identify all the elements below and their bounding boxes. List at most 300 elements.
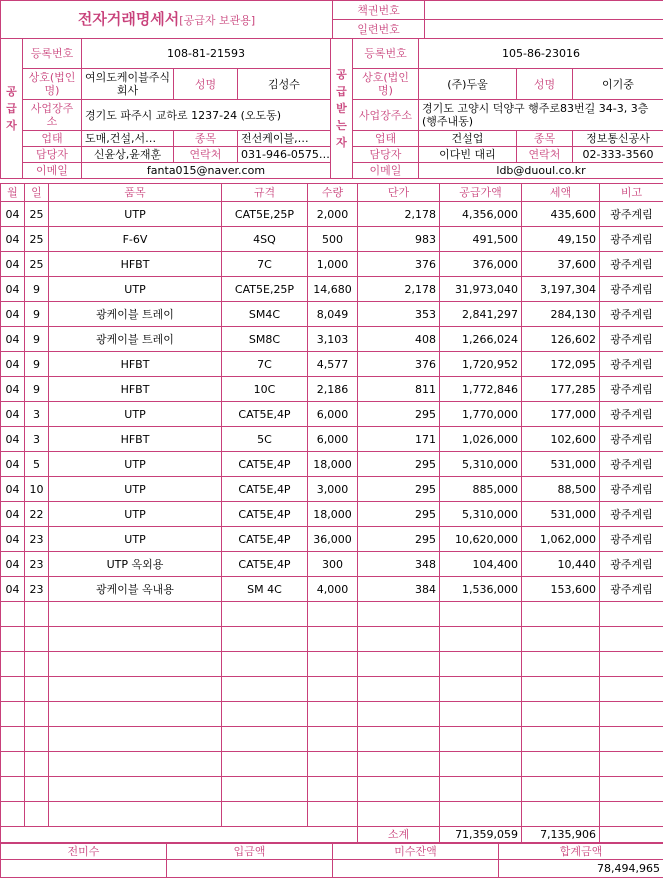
cell-unit-price: 384	[358, 577, 440, 602]
table-row	[1, 302, 663, 327]
buyer-reg-no-label: 등록번호	[353, 39, 419, 69]
balance-value	[333, 860, 499, 878]
cell-tax: 3,197,304	[522, 277, 600, 302]
supplier-email-label: 이메일	[23, 163, 82, 179]
cell-supply: 5,310,000	[440, 502, 522, 527]
col-qty: 수량	[308, 184, 358, 202]
empty-row	[1, 752, 663, 777]
empty-cell	[358, 802, 440, 827]
supplier-address-label: 사업장주소	[23, 100, 82, 131]
cell-day: 9	[25, 352, 49, 377]
cell-qty: 300	[308, 552, 358, 577]
empty-cell	[25, 677, 49, 702]
empty-cell	[1, 677, 25, 702]
cell-month: 04	[1, 302, 25, 327]
cell-tax: 177,000	[522, 402, 600, 427]
cell-qty: 36,000	[308, 527, 358, 552]
cell-item: HFBT	[49, 427, 222, 452]
cell-unit-price: 295	[358, 502, 440, 527]
cell-item: UTP	[49, 402, 222, 427]
cell-tax: 1,062,000	[522, 527, 600, 552]
cell-spec: SM 4C	[222, 577, 308, 602]
cell-day: 25	[25, 252, 49, 277]
empty-cell	[25, 752, 49, 777]
cell-day: 23	[25, 527, 49, 552]
cell-spec: 7C	[222, 252, 308, 277]
cell-spec: SM4C	[222, 302, 308, 327]
header-table	[0, 0, 663, 39]
col-day: 일	[25, 184, 49, 202]
cell-note: 광주계림	[600, 252, 663, 277]
empty-cell	[440, 677, 522, 702]
book-no-value	[425, 1, 663, 20]
table-row	[1, 502, 663, 527]
buyer-reg-no: 105-86-23016	[419, 39, 663, 69]
cell-spec: CAT5E,25P	[222, 277, 308, 302]
empty-cell	[25, 652, 49, 677]
cell-note: 광주계림	[600, 377, 663, 402]
cell-month: 04	[1, 202, 25, 227]
cell-tax: 177,285	[522, 377, 600, 402]
cell-month: 04	[1, 327, 25, 352]
cell-supply: 104,400	[440, 552, 522, 577]
cell-month: 04	[1, 502, 25, 527]
prev-balance-label: 전미수	[1, 844, 167, 860]
cell-item: 광케이블 옥내용	[49, 577, 222, 602]
table-row	[1, 452, 663, 477]
empty-cell	[440, 652, 522, 677]
buyer-side-label: 공 급 받 는 자	[331, 39, 353, 179]
cell-tax: 49,150	[522, 227, 600, 252]
empty-cell	[600, 627, 663, 652]
cell-unit-price: 295	[358, 527, 440, 552]
cell-tax: 153,600	[522, 577, 600, 602]
cell-unit-price: 811	[358, 377, 440, 402]
empty-cell	[308, 802, 358, 827]
empty-cell	[308, 752, 358, 777]
supplier-contact-label: 연락처	[174, 147, 238, 163]
items-table	[0, 183, 663, 827]
cell-month: 04	[1, 377, 25, 402]
cell-month: 04	[1, 527, 25, 552]
table-row	[1, 277, 663, 302]
cell-supply: 1,026,000	[440, 427, 522, 452]
total-label: 합계금액	[499, 844, 663, 860]
supplier-side-label: 공 급 자	[1, 39, 23, 179]
supplier-reg-no-label: 등록번호	[23, 39, 82, 69]
empty-cell	[222, 627, 308, 652]
cell-month: 04	[1, 427, 25, 452]
empty-cell	[222, 802, 308, 827]
cell-note: 광주계림	[600, 302, 663, 327]
cell-spec: 7C	[222, 352, 308, 377]
cell-item: HFBT	[49, 352, 222, 377]
cell-spec: 5C	[222, 427, 308, 452]
empty-cell	[25, 602, 49, 627]
cell-tax: 126,602	[522, 327, 600, 352]
cell-tax: 531,000	[522, 452, 600, 477]
subtotal-note	[600, 827, 663, 843]
cell-qty: 18,000	[308, 452, 358, 477]
cell-supply: 1,770,000	[440, 402, 522, 427]
cell-spec: CAT5E,4P	[222, 452, 308, 477]
empty-cell	[222, 702, 308, 727]
cell-qty: 500	[308, 227, 358, 252]
cell-item: F-6V	[49, 227, 222, 252]
empty-cell	[1, 627, 25, 652]
cell-qty: 4,000	[308, 577, 358, 602]
empty-cell	[49, 652, 222, 677]
document-title: 전자거래명세서[공급자 보관용]	[1, 1, 333, 39]
cell-item: UTP	[49, 452, 222, 477]
empty-cell	[1, 802, 25, 827]
empty-cell	[440, 702, 522, 727]
cell-day: 9	[25, 277, 49, 302]
supplier-email: fanta015@naver.com	[82, 163, 331, 179]
cell-qty: 14,680	[308, 277, 358, 302]
cell-qty: 3,103	[308, 327, 358, 352]
buyer-biz-type-label: 업태	[353, 131, 419, 147]
cell-month: 04	[1, 227, 25, 252]
buyer-biz-type: 건설업	[419, 131, 517, 147]
cell-qty: 6,000	[308, 427, 358, 452]
col-spec: 규격	[222, 184, 308, 202]
table-row	[1, 402, 663, 427]
empty-cell	[1, 727, 25, 752]
empty-cell	[222, 652, 308, 677]
empty-cell	[358, 602, 440, 627]
cell-note: 광주계림	[600, 527, 663, 552]
cell-spec: CAT5E,4P	[222, 477, 308, 502]
cell-qty: 3,000	[308, 477, 358, 502]
table-row	[1, 227, 663, 252]
cell-supply: 1,536,000	[440, 577, 522, 602]
cell-note: 광주계림	[600, 352, 663, 377]
cell-item: UTP	[49, 527, 222, 552]
cell-item: UTP 옥외용	[49, 552, 222, 577]
cell-tax: 172,095	[522, 352, 600, 377]
empty-cell	[600, 677, 663, 702]
empty-cell	[222, 677, 308, 702]
cell-note: 광주계림	[600, 277, 663, 302]
col-month: 월	[1, 184, 25, 202]
cell-supply: 885,000	[440, 477, 522, 502]
empty-cell	[358, 652, 440, 677]
buyer-email-label: 이메일	[353, 163, 419, 179]
empty-cell	[358, 727, 440, 752]
serial-no-label: 일련번호	[333, 20, 425, 39]
cell-day: 9	[25, 302, 49, 327]
empty-cell	[49, 677, 222, 702]
cell-unit-price: 171	[358, 427, 440, 452]
cell-note: 광주계림	[600, 402, 663, 427]
cell-supply: 491,500	[440, 227, 522, 252]
cell-supply: 376,000	[440, 252, 522, 277]
supplier-contact: 031-946-0575…	[238, 147, 331, 163]
cell-unit-price: 295	[358, 452, 440, 477]
table-row	[1, 327, 663, 352]
cell-spec: 4SQ	[222, 227, 308, 252]
supplier-company-label: 상호(법인명)	[23, 69, 82, 100]
cell-tax: 10,440	[522, 552, 600, 577]
cell-day: 25	[25, 202, 49, 227]
cell-supply: 1,266,024	[440, 327, 522, 352]
empty-cell	[222, 727, 308, 752]
empty-cell	[25, 802, 49, 827]
subtotal-supply: 71,359,059	[440, 827, 522, 843]
empty-cell	[522, 602, 600, 627]
empty-row	[1, 702, 663, 727]
cell-month: 04	[1, 352, 25, 377]
deposit-value	[167, 860, 333, 878]
buyer-manager: 이다빈 대리	[419, 147, 517, 163]
empty-cell	[1, 777, 25, 802]
cell-supply: 5,310,000	[440, 452, 522, 477]
cell-supply: 10,620,000	[440, 527, 522, 552]
cell-note: 광주계림	[600, 552, 663, 577]
cell-day: 23	[25, 577, 49, 602]
deposit-label: 입금액	[167, 844, 333, 860]
cell-qty: 4,577	[308, 352, 358, 377]
buyer-manager-label: 담당자	[353, 147, 419, 163]
cell-item: UTP	[49, 477, 222, 502]
empty-cell	[49, 752, 222, 777]
cell-spec: CAT5E,4P	[222, 402, 308, 427]
buyer-ceo: 이기중	[573, 69, 663, 100]
empty-cell	[49, 777, 222, 802]
empty-cell	[522, 727, 600, 752]
table-row	[1, 552, 663, 577]
cell-tax: 37,600	[522, 252, 600, 277]
cell-spec: CAT5E,4P	[222, 502, 308, 527]
empty-cell	[522, 677, 600, 702]
empty-row	[1, 627, 663, 652]
serial-no-value	[425, 20, 663, 39]
cell-day: 25	[25, 227, 49, 252]
cell-note: 광주계림	[600, 477, 663, 502]
items-header	[1, 184, 663, 202]
cell-note: 광주계림	[600, 227, 663, 252]
buyer-address: 경기도 고양시 덕양구 행주로83번길 34-3, 3층 (행주내동)	[419, 100, 663, 131]
supplier-biz-type: 도매,건설,서…	[82, 131, 174, 147]
prev-balance-value	[1, 860, 167, 878]
cell-unit-price: 295	[358, 477, 440, 502]
cell-month: 04	[1, 552, 25, 577]
parties-table	[0, 38, 663, 179]
cell-tax: 88,500	[522, 477, 600, 502]
empty-cell	[25, 627, 49, 652]
cell-day: 9	[25, 327, 49, 352]
empty-cell	[49, 802, 222, 827]
empty-row	[1, 727, 663, 752]
cell-supply: 2,841,297	[440, 302, 522, 327]
empty-cell	[49, 627, 222, 652]
buyer-ceo-label: 성명	[517, 69, 573, 100]
empty-cell	[600, 802, 663, 827]
cell-unit-price: 408	[358, 327, 440, 352]
empty-cell	[440, 777, 522, 802]
empty-cell	[522, 752, 600, 777]
subtotal-label: 소계	[358, 827, 440, 843]
cell-spec: 10C	[222, 377, 308, 402]
empty-cell	[25, 727, 49, 752]
buyer-contact-label: 연락처	[517, 147, 573, 163]
cell-supply: 31,973,040	[440, 277, 522, 302]
empty-cell	[1, 752, 25, 777]
cell-month: 04	[1, 477, 25, 502]
cell-item: UTP	[49, 202, 222, 227]
table-row	[1, 352, 663, 377]
empty-cell	[600, 602, 663, 627]
cell-tax: 102,600	[522, 427, 600, 452]
empty-cell	[440, 627, 522, 652]
empty-cell	[25, 777, 49, 802]
subtotal-tax: 7,135,906	[522, 827, 600, 843]
cell-tax: 284,130	[522, 302, 600, 327]
empty-cell	[522, 702, 600, 727]
cell-unit-price: 376	[358, 352, 440, 377]
cell-item: UTP	[49, 277, 222, 302]
cell-unit-price: 2,178	[358, 202, 440, 227]
cell-note: 광주계림	[600, 202, 663, 227]
table-row	[1, 427, 663, 452]
empty-cell	[308, 702, 358, 727]
cell-unit-price: 983	[358, 227, 440, 252]
cell-note: 광주계림	[600, 427, 663, 452]
cell-spec: SM8C	[222, 327, 308, 352]
empty-cell	[49, 602, 222, 627]
cell-spec: CAT5E,4P	[222, 552, 308, 577]
cell-item: HFBT	[49, 377, 222, 402]
supplier-biz-type-label: 업태	[23, 131, 82, 147]
cell-tax: 531,000	[522, 502, 600, 527]
cell-tax: 435,600	[522, 202, 600, 227]
empty-cell	[222, 752, 308, 777]
cell-month: 04	[1, 452, 25, 477]
cell-note: 광주계림	[600, 502, 663, 527]
empty-cell	[49, 727, 222, 752]
col-unit-price: 단가	[358, 184, 440, 202]
col-item: 품목	[49, 184, 222, 202]
buyer-contact: 02-333-3560	[573, 147, 663, 163]
cell-note: 광주계림	[600, 327, 663, 352]
subtotal-table	[0, 826, 663, 843]
cell-spec: CAT5E,25P	[222, 202, 308, 227]
cell-qty: 8,049	[308, 302, 358, 327]
empty-cell	[600, 727, 663, 752]
cell-supply: 4,356,000	[440, 202, 522, 227]
cell-day: 22	[25, 502, 49, 527]
footer-table	[0, 843, 663, 878]
table-row	[1, 527, 663, 552]
empty-cell	[222, 777, 308, 802]
cell-note: 광주계림	[600, 452, 663, 477]
empty-cell	[440, 802, 522, 827]
table-row	[1, 202, 663, 227]
empty-row	[1, 802, 663, 827]
cell-unit-price: 348	[358, 552, 440, 577]
book-no-label: 책권번호	[333, 1, 425, 20]
table-row	[1, 377, 663, 402]
subtotal-blank	[1, 827, 358, 843]
empty-cell	[600, 652, 663, 677]
empty-cell	[358, 752, 440, 777]
empty-cell	[600, 777, 663, 802]
empty-cell	[440, 727, 522, 752]
empty-cell	[358, 677, 440, 702]
buyer-email: ldb@duoul.co.kr	[419, 163, 663, 179]
cell-qty: 2,000	[308, 202, 358, 227]
cell-qty: 2,186	[308, 377, 358, 402]
table-row	[1, 577, 663, 602]
empty-cell	[308, 677, 358, 702]
cell-item: 광케이블 트레이	[49, 302, 222, 327]
supplier-ceo-label: 성명	[174, 69, 238, 100]
buyer-company: (주)두울	[419, 69, 517, 100]
empty-cell	[222, 602, 308, 627]
empty-cell	[358, 627, 440, 652]
cell-item: 광케이블 트레이	[49, 327, 222, 352]
buyer-biz-item: 정보통신공사	[573, 131, 663, 147]
supplier-manager-label: 담당자	[23, 147, 82, 163]
empty-cell	[1, 652, 25, 677]
empty-cell	[522, 627, 600, 652]
empty-cell	[1, 702, 25, 727]
empty-row	[1, 777, 663, 802]
cell-month: 04	[1, 252, 25, 277]
empty-row	[1, 677, 663, 702]
empty-cell	[308, 652, 358, 677]
empty-cell	[308, 777, 358, 802]
cell-month: 04	[1, 277, 25, 302]
cell-day: 3	[25, 427, 49, 452]
cell-spec: CAT5E,4P	[222, 527, 308, 552]
empty-cell	[522, 802, 600, 827]
empty-cell	[600, 752, 663, 777]
empty-cell	[308, 602, 358, 627]
cell-unit-price: 376	[358, 252, 440, 277]
cell-unit-price: 295	[358, 402, 440, 427]
cell-day: 10	[25, 477, 49, 502]
cell-qty: 18,000	[308, 502, 358, 527]
empty-row	[1, 602, 663, 627]
empty-cell	[308, 727, 358, 752]
empty-cell	[358, 702, 440, 727]
cell-item: HFBT	[49, 252, 222, 277]
supplier-biz-item-label: 종목	[174, 131, 238, 147]
cell-item: UTP	[49, 502, 222, 527]
empty-cell	[600, 702, 663, 727]
cell-month: 04	[1, 402, 25, 427]
table-row	[1, 477, 663, 502]
col-supply: 공급가액	[440, 184, 522, 202]
col-note: 비고	[600, 184, 663, 202]
empty-row	[1, 652, 663, 677]
empty-cell	[522, 652, 600, 677]
cell-supply: 1,772,846	[440, 377, 522, 402]
supplier-biz-item: 전선케이블,…	[238, 131, 331, 147]
supplier-manager: 신윤상,윤재훈	[82, 147, 174, 163]
empty-cell	[440, 602, 522, 627]
buyer-company-label: 상호(법인명)	[353, 69, 419, 100]
empty-cell	[25, 702, 49, 727]
cell-day: 3	[25, 402, 49, 427]
supplier-address: 경기도 파주시 교하로 1237-24 (오도동)	[82, 100, 331, 131]
col-tax: 세액	[522, 184, 600, 202]
cell-day: 23	[25, 552, 49, 577]
cell-qty: 1,000	[308, 252, 358, 277]
cell-qty: 6,000	[308, 402, 358, 427]
